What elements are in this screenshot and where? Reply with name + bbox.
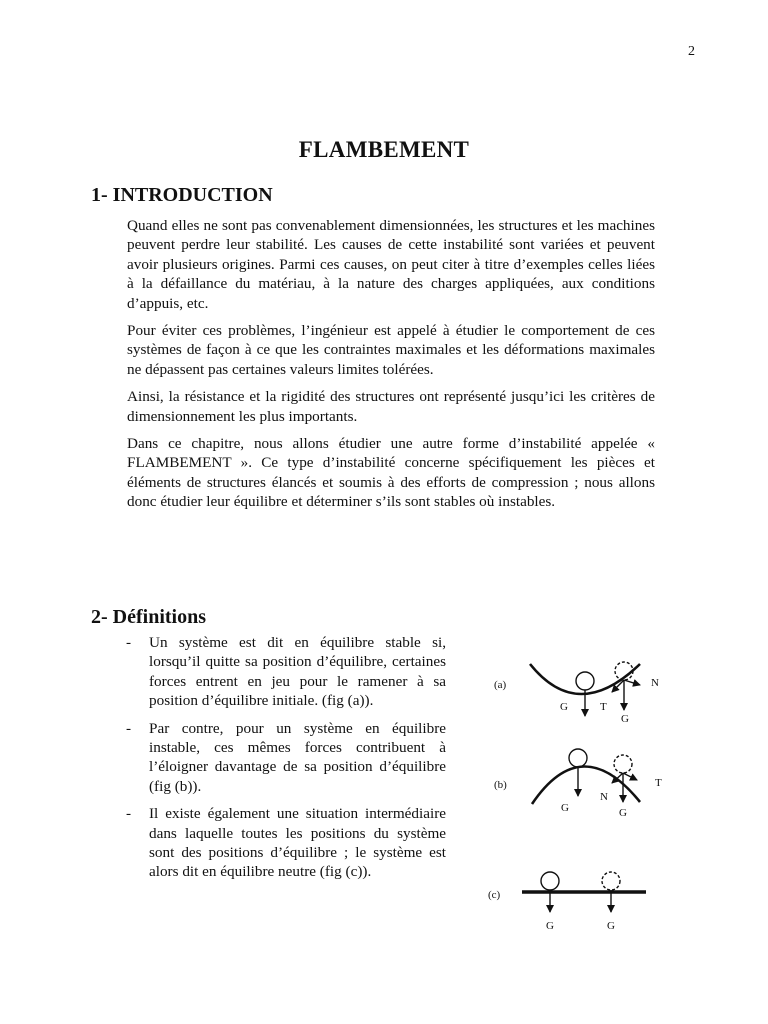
tangent-force-arrow bbox=[623, 773, 637, 780]
label-g-displaced: G bbox=[621, 713, 629, 725]
ball bbox=[541, 872, 559, 890]
bullet-dash: - bbox=[126, 719, 132, 737]
convex-surface bbox=[532, 766, 640, 804]
label-n: N bbox=[600, 791, 608, 803]
definition-text: Un système est dit en équilibre stable si, lorsqu’il quitte sa position d’équilibre, certaines forces entrent en jeu pour le ramener à sa position d’équilibre initiale. (fig (a)). bbox=[149, 634, 446, 710]
page-number: 2 bbox=[688, 44, 695, 59]
displaced-ball bbox=[602, 872, 620, 890]
definition-item-unstable bbox=[124, 719, 446, 797]
label-g-displaced: G bbox=[607, 920, 615, 932]
definitions-list bbox=[124, 633, 446, 890]
definition-item-neutral bbox=[124, 804, 446, 882]
definition-text: Par contre, pour un système en équilibre instable, ces mêmes forces contribuent à l’éloigner davantage de sa position d’équilibre (fig (b)). bbox=[149, 719, 446, 795]
introduction-heading: 1- INTRODUCTION bbox=[91, 184, 273, 206]
label-g-displaced: G bbox=[619, 807, 627, 819]
ball bbox=[576, 672, 594, 690]
displaced-ball bbox=[614, 755, 632, 773]
figure-c-neutral-equilibrium bbox=[478, 862, 688, 938]
intro-paragraph: Ainsi, la résistance et la rigidité des structures ont représenté jusqu’ici les critères de dimensionnement les plus importants. bbox=[127, 388, 655, 425]
figure-label: (a) bbox=[494, 679, 507, 691]
figure-label: (b) bbox=[494, 779, 507, 791]
intro-paragraph: Quand elles ne sont pas convenablement dimensionnées, les structures et les machines peuvent perdre leur stabilité. Les causes de cette instabilité sont variées et peuvent avoir plusieurs origines. Parmi ces causes, on peut citer à titre d’exemples celles liées à la défaillance du matériau, à la nature des charges appliquées, aux conditions d’appuis, etc. bbox=[127, 217, 655, 312]
label-n: N bbox=[651, 677, 659, 689]
definition-text: Il existe également une situation intermédiaire dans laquelle toutes les positions du système sont des positions d’équilibre ; le système est alors dit en équilibre neutre (fig (c)). bbox=[149, 805, 446, 881]
definitions-heading: 2- Définitions bbox=[91, 606, 206, 628]
label-t: T bbox=[600, 701, 607, 713]
intro-paragraph: Pour éviter ces problèmes, l’ingénieur est appelé à étudier le comportement de ces systèmes de façon à ce que les contraintes maximales et les déformations maximales ne dépassent pas certaines valeurs limites tolérées. bbox=[127, 322, 655, 378]
figure-b-unstable-equilibrium bbox=[478, 744, 688, 824]
document-title: FLAMBEMENT bbox=[298, 137, 470, 163]
bullet-dash: - bbox=[126, 634, 132, 651]
definition-item-stable bbox=[124, 633, 446, 711]
bullet-dash: - bbox=[126, 805, 132, 823]
figure-a-stable-equilibrium bbox=[478, 652, 688, 734]
normal-force-arrow bbox=[624, 680, 640, 685]
label-g: G bbox=[561, 802, 569, 814]
label-g: G bbox=[546, 920, 554, 932]
label-g: G bbox=[560, 701, 568, 713]
intro-paragraph: Dans ce chapitre, nous allons étudier une autre forme d’instabilité appelée « FLAMBEMENT ». Ce type d’instabilité concerne spécifiquement les pièces et éléments de structures élancés et soumis à des efforts de compression ; nous allons donc étudier leur équilibre et déterminer s’ils sont stables où instables. bbox=[127, 435, 655, 511]
introduction-body bbox=[127, 216, 655, 520]
figure-label: (c) bbox=[488, 889, 501, 901]
ball bbox=[569, 749, 587, 767]
label-t: T bbox=[655, 777, 662, 789]
